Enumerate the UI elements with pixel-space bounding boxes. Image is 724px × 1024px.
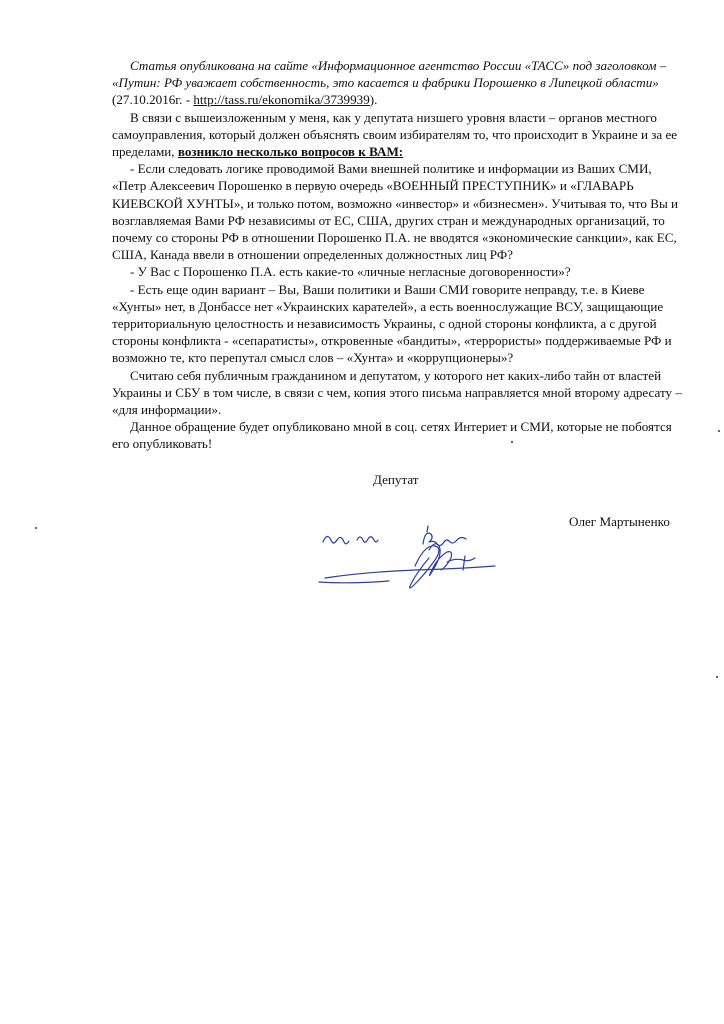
intro-end: ). xyxy=(369,92,378,108)
question-2: - У Вас с Порошенко П.А. есть какие-то «личные негласные договоренности»? xyxy=(130,264,571,280)
question-1: - Если следовать логике проводимой Вами внешней политике и информации из Ваших СМИ, «Петр Алексеевич Порошенко в первую очередь «ВОЕННЫЙ ПРЕСТУПНИК» и «ГЛАВАРЬ КИЕВСКОЙ ХУНТЫ», и только потом, возможно «инвестор» и «бизнесмен». Учитывая то, что Вы и возглавляемая Вами РФ независимы от ЕС, США, других стран и международных организаций, то почему со стороны РФ в отношении Порошенко П.А. не вводятся «экономические санкции», как ЕС, США, Канада ввели в отношении определенных должностных лиц РФ? xyxy=(112,161,679,263)
context-text: В связи с вышеизложенным у меня, как у депутата низшего уровня власти – органов местного самоуправления, который должен объяснять своим избирателям то, что происходит в Украине и за ее пределами, xyxy=(112,109,678,160)
signer-title: Депутат xyxy=(373,472,419,487)
intro-italic: Статья опубликована на сайте «Информационное агентство России «ТАСС» под заголовком – «Путин: РФ уважает собственность, это касается и фабрики Порошенко в Липецкой области» xyxy=(112,58,667,91)
scan-speck xyxy=(511,441,513,443)
scan-speck xyxy=(35,527,37,529)
public-citizen-paragraph: Считаю себя публичным гражданином и депутатом, у которого нет каких-либо тайн от властей Украины и СБУ в том числе, в связи с чем, копия этого письма направляется мной второму адресату – «для информации». xyxy=(112,367,682,418)
questions-heading: возникло несколько вопросов к ВАМ: xyxy=(177,144,404,160)
handwritten-signature-icon xyxy=(315,520,515,600)
intro-date: (27.10.2016г. - xyxy=(112,92,194,108)
question-3: - Есть еще один вариант – Вы, Ваши политики и Ваши СМИ говорите неправду, т.е. в Киеве «Хунты» нет, в Донбассе нет «Украинских карателей», а есть военнослужащие ВСУ, защищающие территориальную целостность и независимость Украины, с одной стороны конфликта, а с другой стороны конфликта - «сепаратисты», откровенные «бандиты», «террористы» поддерживаемые РФ и возможно те, кто перепутал смысл слов – «Хунта» и «коррупционеры»? xyxy=(112,281,672,366)
scan-speck xyxy=(718,430,720,432)
signer-name: Олег Мартыненко xyxy=(569,514,670,529)
publication-paragraph: Данное обращение будет опубликовано мной в соц. сетях Интериет и СМИ, которые не побоятся его опубликовать! xyxy=(112,419,672,452)
letter-body xyxy=(112,57,687,453)
tass-link[interactable]: http://tass.ru/ekonomika/3739939 xyxy=(193,92,370,108)
scan-speck xyxy=(716,676,718,678)
intro-paragraph xyxy=(112,57,687,109)
context-paragraph xyxy=(112,109,687,161)
